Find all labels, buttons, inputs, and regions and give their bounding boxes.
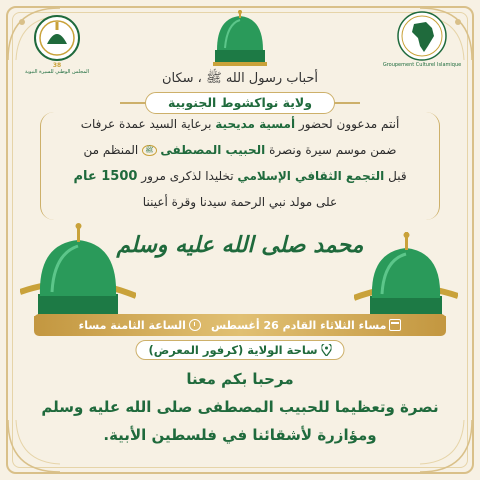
event-bar: [34, 314, 446, 336]
prophet-calligraphy: محمد صلى الله عليه وسلم: [116, 232, 364, 258]
region-title: ولاية نواكشوط الجنوبية: [145, 92, 335, 114]
organizer-line: [0, 169, 480, 184]
clock-icon: [189, 319, 201, 331]
support-line: نصرة وتعظيما للحبيب المصطفى صلى الله عليه وسلم: [41, 398, 439, 416]
birth-line: على مولد نبي الرحمة سيدنا وقرة أعيننا: [142, 195, 338, 209]
org-years: 1500 عام: [73, 169, 138, 184]
invite-post: برعاية السيد عمدة عرفات: [80, 117, 216, 131]
org-mid: تخليدا لذكرى مرور: [137, 169, 238, 183]
solidarity-line: ومؤازرة لأشقائنا في فلسطين الأبية.: [103, 426, 377, 444]
event-time: [79, 319, 201, 332]
event-time-text: الساعة الثامنة مساء: [78, 318, 186, 332]
corner-ornament-icon: [4, 416, 64, 476]
season-line: [0, 143, 480, 157]
welcome-line: مرحبا بكم معنا: [186, 370, 294, 388]
calendar-icon: [389, 319, 401, 331]
group-caption-fr: Groupement Culturel Islamique: [382, 62, 462, 68]
africa-map-emblem-icon: [396, 10, 448, 62]
council-emblem-icon: [33, 14, 81, 62]
season-highlight: الحبيب المصطفى: [160, 143, 266, 157]
season-post: المنظم من: [83, 143, 143, 157]
season-pre: ضمن موسم سيرة ونصرة: [265, 143, 397, 157]
invite-highlight: أمسية مديحية: [215, 117, 296, 131]
location-pin-icon: [322, 344, 332, 356]
event-date: [211, 319, 401, 332]
council-badge: 38: [52, 62, 62, 69]
salawat-icon: ﷺ: [142, 145, 156, 156]
green-dome-icon: [205, 10, 275, 70]
event-date-text: مساء الثلاثاء القادم 26 أغسطس: [210, 318, 387, 332]
org-pre: قبل: [384, 169, 407, 183]
location-pill: [135, 340, 344, 360]
council-caption: المجلس الوطني للسيرة النبوية: [24, 69, 90, 75]
invitation-line: [0, 117, 480, 131]
invite-pre: أنتم مدعوون لحضور: [295, 117, 400, 131]
location-text: ساحة الولاية (كرفور المعرض): [148, 343, 318, 357]
corner-ornament-icon: [416, 416, 476, 476]
greeting-line: أحباب رسول الله ﷺ ، سكان: [161, 71, 319, 86]
org-highlight: التجمع الثقافي الإسلامي: [237, 169, 385, 183]
